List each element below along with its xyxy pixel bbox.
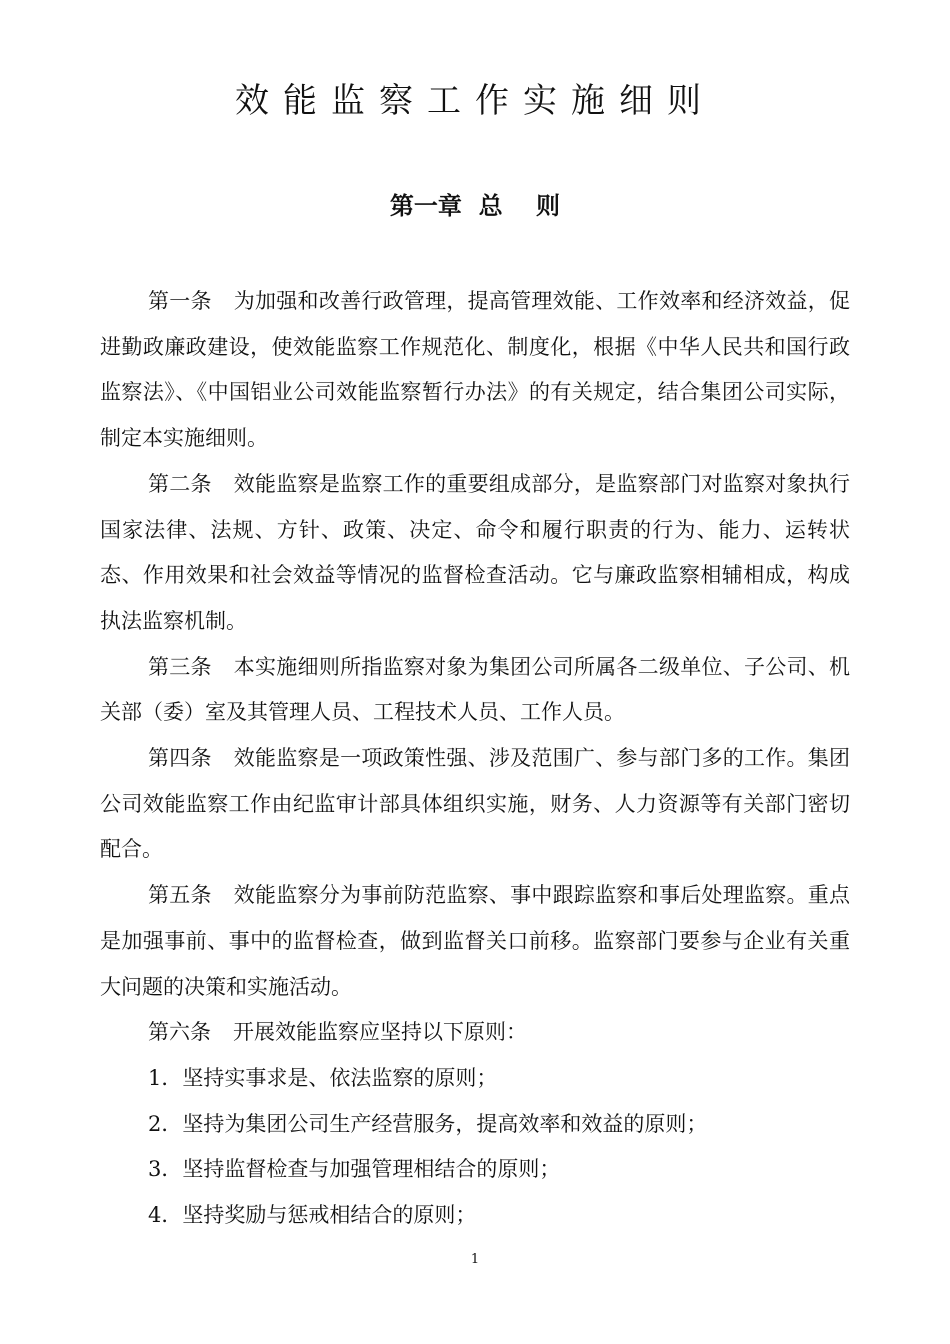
article-paragraph — [100, 873, 850, 1010]
article-number: 第三条 — [148, 654, 212, 679]
article-paragraph — [100, 736, 850, 873]
article-text: 效能监察分为事前防范监察、事中跟踪监察和事后处理监察。重点是加强事前、事中的监督检查，做到监督关口前移。监察部门要参与企业有关重大问题的决策和实施活动。 — [100, 883, 851, 999]
principle-list-item: 2．坚持为集团公司生产经营服务，提高效率和效益的原则； — [148, 1111, 708, 1136]
principle-list-item: 3．坚持监督检查与加强管理相结合的原则； — [148, 1157, 561, 1182]
principle-list-item: 1．坚持实事求是、依法监察的原则； — [148, 1065, 498, 1090]
article-text: 本实施细则所指监察对象为集团公司所属各二级单位、子公司、机关部（委）室及其管理人员、工程技术人员、工作人员。 — [100, 654, 851, 725]
document-body — [100, 279, 850, 1239]
chapter-heading: 第一章 总 则 — [389, 192, 561, 220]
article-number: 第五条 — [148, 883, 212, 908]
article-number: 第一条 — [148, 289, 212, 313]
article-number: 第二条 — [148, 471, 212, 496]
article-number: 第四条 — [148, 746, 212, 771]
article-number: 第六条 — [148, 1020, 211, 1045]
principle-list-item: 4．坚持奖励与惩戒相结合的原则； — [148, 1203, 477, 1228]
article-paragraph — [100, 462, 850, 645]
article-text: 效能监察是监察工作的重要组成部分，是监察部门对监察对象执行国家法律、法规、方针、政策、决定、命令和履行职责的行为、能力、运转状态、作用效果和社会效益等情况的监督检查活动。它与廉政监察相辅相成，构成执法监察机制。 — [100, 471, 851, 633]
article-text: 为加强和改善行政管理，提高管理效能、工作效率和经济效益，促进勤政廉政建设，使效能监察工作规范化、制度化，根据《中华人民共和国行政监察法》、《中国铝业公司效能监察暂行办法》的有关规定，结合集团公司实际，制定本实施细则。 — [100, 289, 851, 451]
article-text: 效能监察是一项政策性强、涉及范围广、参与部门多的工作。集团公司效能监察工作由纪监审计部具体组织实施，财务、人力资源等有关部门密切配合。 — [100, 746, 851, 862]
article-paragraph — [100, 279, 850, 462]
article-text: 开展效能监察应坚持以下原则： — [233, 1020, 527, 1045]
document-title: 效能监察工作实施细则 — [235, 81, 715, 121]
page-number: 1 — [470, 1252, 480, 1267]
article-paragraph — [100, 645, 850, 736]
article-paragraph — [100, 1010, 850, 1056]
